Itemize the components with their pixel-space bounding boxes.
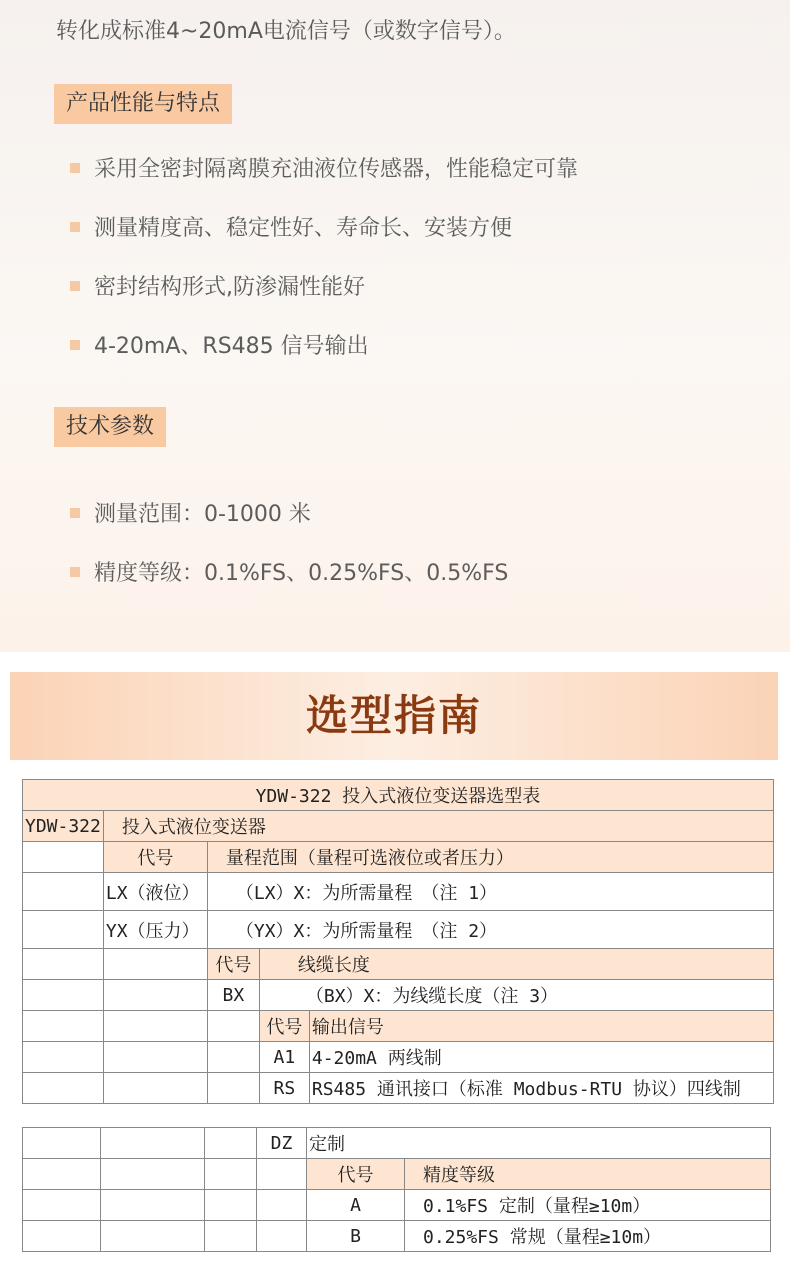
spec-item: 测量范围：0-1000 米 — [70, 500, 311, 530]
cable-code-header: 代号 — [207, 949, 259, 980]
specs-heading: 技术参数 — [54, 407, 166, 447]
cable-code: BX — [207, 980, 259, 1011]
output-desc: 4-20mA 两线制 — [309, 1042, 773, 1073]
feature-item: 4-20mA、RS485 信号输出 — [70, 332, 369, 362]
accuracy-code: B — [307, 1221, 405, 1252]
model-name: 投入式液位变送器 — [103, 811, 773, 842]
feature-item: 密封结构形式,防渗漏性能好 — [70, 273, 365, 303]
features-heading: 产品性能与特点 — [54, 84, 232, 124]
output-code: A1 — [259, 1042, 309, 1073]
bullet-square-icon — [70, 508, 80, 518]
intro-text: 转化成标准4~20mA电流信号（或数字信号）。 — [56, 19, 516, 44]
accuracy-header: 精度等级 — [405, 1159, 771, 1190]
range-code-header: 代号 — [103, 842, 207, 873]
output-header: 输出信号 — [309, 1011, 773, 1042]
feature-item: 采用全密封隔离膜充油液位传感器，性能稳定可靠 — [70, 155, 578, 185]
banner-title: 选型指南 — [305, 691, 482, 740]
output-code: RS — [259, 1073, 309, 1104]
range-desc: （LX）X：为所需量程 （注 1） — [207, 873, 773, 911]
range-header: 量程范围（量程可选液位或者压力） — [207, 842, 773, 873]
accuracy-code-header: 代号 — [307, 1159, 405, 1190]
feature-item: 测量精度高、稳定性好、寿命长、安装方便 — [70, 214, 512, 244]
custom-label: 定制 — [307, 1128, 771, 1159]
output-desc: RS485 通讯接口（标准 Modbus-RTU 协议）四线制 — [309, 1073, 773, 1104]
accuracy-desc: 0.25%FS 常规（量程≥10m） — [405, 1221, 771, 1252]
cable-header: 线缆长度 — [259, 949, 773, 980]
custom-code: DZ — [257, 1128, 307, 1159]
table-title: YDW-322 投入式液位变送器选型表 — [23, 780, 774, 811]
selection-table — [22, 779, 774, 1104]
bullet-square-icon — [70, 340, 80, 350]
accuracy-table — [22, 1127, 771, 1252]
cable-desc: （BX）X：为线缆长度（注 3） — [259, 980, 773, 1011]
bullet-square-icon — [70, 163, 80, 173]
model-code: YDW-322 — [23, 811, 104, 842]
range-code: YX（压力） — [103, 911, 207, 949]
accuracy-code: A — [307, 1190, 405, 1221]
output-code-header: 代号 — [259, 1011, 309, 1042]
accuracy-desc: 0.1%FS 定制（量程≥10m） — [405, 1190, 771, 1221]
bullet-square-icon — [70, 281, 80, 291]
selection-guide-banner — [10, 672, 778, 760]
range-code: LX（液位） — [103, 873, 207, 911]
spec-item: 精度等级：0.1%FS、0.25%FS、0.5%FS — [70, 559, 508, 589]
bullet-square-icon — [70, 567, 80, 577]
bullet-square-icon — [70, 222, 80, 232]
range-desc: （YX）X：为所需量程 （注 2） — [207, 911, 773, 949]
